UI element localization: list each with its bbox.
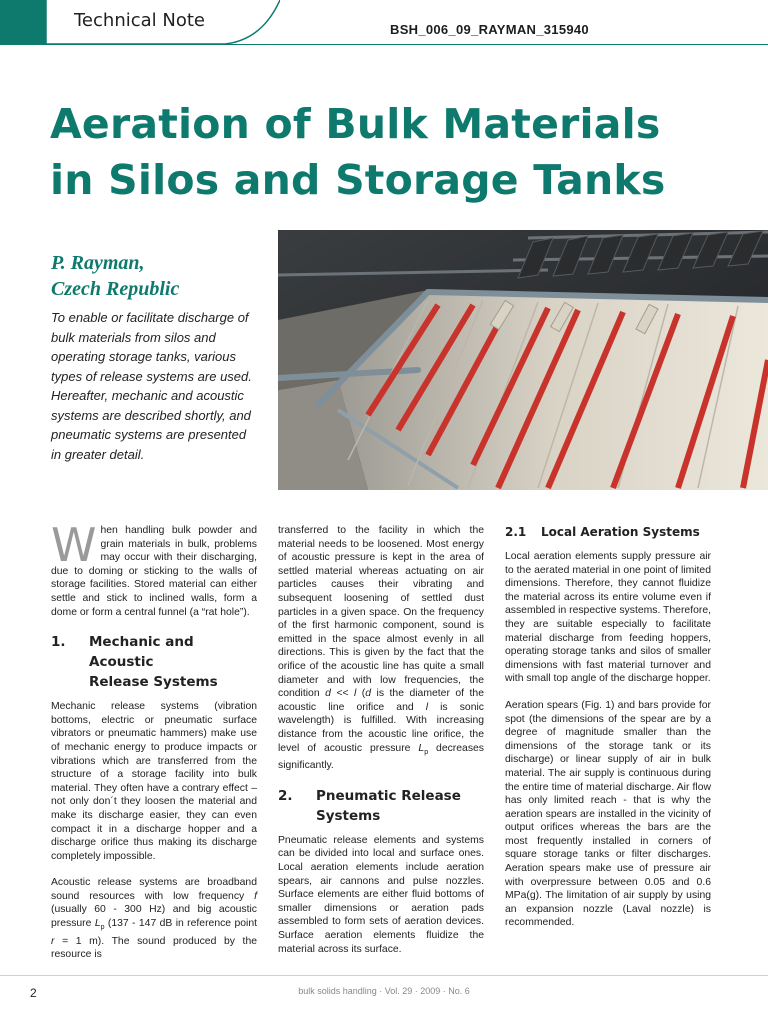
abstract-line: types of release systems are used. [51,368,252,384]
journal-citation: bulk solids handling · Vol. 29 · 2009 · No. 6 [298,986,470,996]
section-2-number: 2. [278,787,293,804]
section-tab [0,0,280,44]
abstract-line: systems are described shortly, and [51,407,251,423]
header-rule [0,44,768,45]
text-run: (usually 60 - 300 Hz) and big acoustic pressure [51,904,257,930]
text-run: decreases significantly. [278,742,484,772]
section-2-1-number: 2.1 [505,525,527,539]
section-2-title [316,786,461,826]
drop-cap: W [51,518,97,572]
section-1-title-line-2: Release Systems [89,674,218,691]
section-1-paragraph-2 [51,876,257,962]
section-2-title-line-1: Pneumatic Release [316,787,461,804]
subscript-p: p [424,748,429,756]
abstract [51,308,261,464]
section-1-title-line-1: Mechanic and Acoustic [89,634,194,671]
section-2-1-heading [505,524,711,540]
symbol-f: f [254,890,257,902]
text-run: Acoustic release systems are broadband sound resources with low frequency [51,877,257,902]
column-2-paragraph-1 [278,524,484,773]
section-1-heading [51,632,257,692]
article-title-line-2: in Silos and Storage Tanks [50,156,666,204]
text-run: is sonic wavelength) is fulfilled. With increasing distance from the acoustic line orifice, the level of acoustic pressure [278,701,484,754]
text-run: (137 - 147 dB in reference point [104,918,257,930]
text-run: = 1 m). The sound produced by the resource is [51,935,257,961]
abstract-line: operating storage tanks, various [51,349,236,364]
text-run: is the diameter of the acoustic line orifice and [278,688,484,713]
author-name: P. Rayman, [51,252,145,274]
symbol-r: r [51,935,55,947]
text-column-1 [51,518,257,975]
footer-rule [0,975,768,976]
section-2-1-paragraph-2: Aeration spears (Fig. 1) and bars provide for spot (the dimensions of the spear are by a degree of magnitude smaller than the dimensions of the storage tank or its discharge) or linear supply of air in bulk material. The air supply is continuous during the entire time of material discharge. Air flow has only limited reach - that is why the aeration spears are installed in the vicinity of output orifices whereas the bars are the most frequently installed in corners of square storage tanks or filter discharges. Aeration spears make use of pressure air with overpressure between 0.05 and 0.6 MPa(g). The limitation of air supply by using an expansion nozzle (Laval nozzle) is recommended. [505,699,711,929]
text-column-3 [505,524,711,943]
text-column-2 [278,524,484,969]
section-1-paragraph-1: Mechanic release systems (vibration bottoms, electric or pneumatic surface vibrators or pneumatic hammers) make use of mechanic energy to produce impacts or vibrations which are transferred from the structure of a storage facility into bulk material. They often have a contrary effect – not only don´t they loosen the material and make its discharge easier, they can even compact it in a discharge hopper and a discharge orifice thus making its discharge completely impossible. [51,701,257,862]
page-number: 2 [30,986,37,1000]
section-1-number: 1. [51,634,66,651]
author-block [51,250,179,302]
section-2-paragraph-1: Pneumatic release elements and systems can be divided into local and surface ones. Local aeration elements include aeration spears, air cannons and pulse nozzles. Surface elements are either fluid bottoms of smaller dimensions or aeration pads assembled to form sets of aeration devices. Surface aeration elements fluidize the material across its surface. [278,834,484,955]
abstract-line: To enable or facilitate discharge of [51,310,249,325]
section-tab-label: Technical Note [74,10,205,31]
symbol-d: d [365,688,372,700]
section-2-1-paragraph-1: Local aeration elements supply pressure air to the aerated material in one point of limited dimensions. Therefore, they cannot fluidize the material across its entire volume even if assembled in respective systems. Therefore, they are suitable especially to facilitate material discharge from feeding hoppers, operating storage tanks and silos of smaller dimensions with fast material turnover and with small top angle of the discharge hopper. [505,551,711,685]
abstract-line: pneumatic systems are presented [51,427,247,442]
intro-paragraph [51,518,257,619]
silo-aeration-illustration [278,230,768,490]
abstract-line: in greater detail. [51,446,145,462]
abstract-line: Hereafter, mechanic and acoustic [51,388,244,403]
section-2-title-line-2: Systems [316,807,381,824]
section-2-1-title: Local Aeration Systems [541,525,700,539]
author-country: Czech Republic [51,278,180,300]
symbol-l: l [425,701,429,713]
symbol-L: L [418,742,425,754]
intro-text: hen handling bulk powder and grain materials in bulk, problems may occur with their discharging, due to doming or sticking to the walls of storage facilities. Stored material can either settle and stick to inclined walls, form a dome or form a central funnel (a “rat hole”). [51,525,257,618]
article-title-line-1: Aeration of Bulk Materials [50,100,661,148]
section-2-heading [278,786,484,826]
article-title [50,96,750,208]
symbol-L: L [94,918,101,930]
text-run: transferred to the facility in which the material needs to be loosened. Most energy of acoustic pressure is kept in the area of settled material whereas actuating on air particles causes their vibrating and subsequent loosening of settled dust particles in a given space. On the frequency of the first harmonic component, sound is emitted in the space almost evenly in all directions. This is given by the fact that the orifice of the acoustic line has quite a small diameter and with low frequencies, the condition [278,525,484,700]
section-1-title [89,632,257,692]
symbol-condition: d << l [325,688,357,700]
abstract-line: bulk materials from silos and [51,329,216,345]
subscript-p: p [100,924,105,932]
document-id: BSH_006_09_RAYMAN_315940 [390,22,589,37]
text-run: ( [356,688,366,700]
silo-aeration-photo [278,230,768,490]
